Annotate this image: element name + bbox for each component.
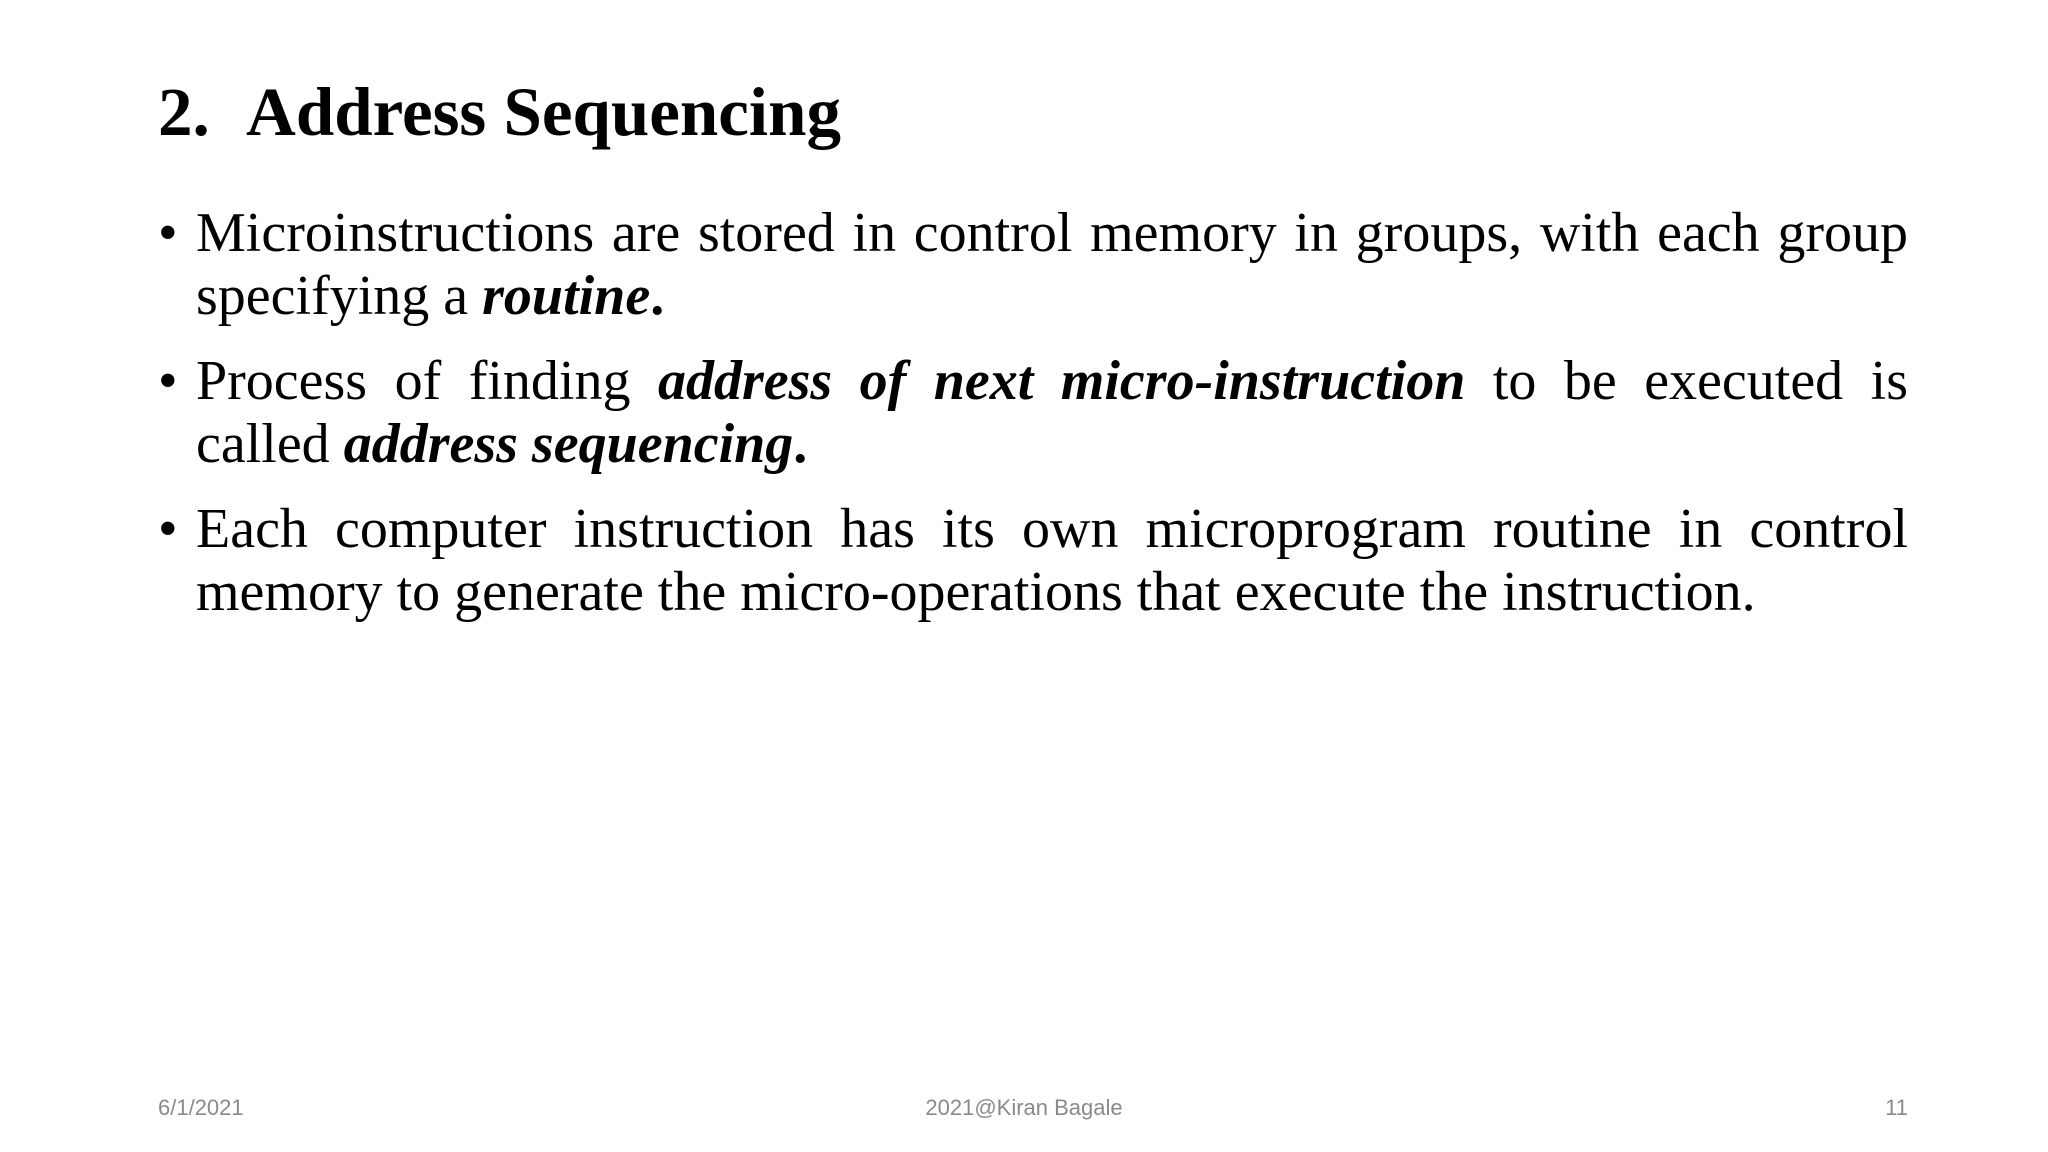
bullet-text: Process of finding xyxy=(196,350,658,412)
bullet-list xyxy=(158,202,1908,646)
title-number: 2. xyxy=(158,74,210,150)
bullet-item-routine xyxy=(158,202,1908,328)
bullet-text: Each computer instruction has its own microprogram routine in control memory to generate the micro-operations that execute the instruction. xyxy=(196,498,1908,623)
title-text: Address Sequencing xyxy=(246,74,841,150)
bullet-period: . xyxy=(793,413,808,475)
emphasis-next-address: address of next micro-instruction xyxy=(657,350,1466,412)
bullet-glyph: • xyxy=(158,498,178,560)
bullet-text: to be executed is called xyxy=(196,350,1908,475)
footer-author: 2021@Kiran Bagale xyxy=(925,1095,1123,1120)
emphasis-routine: routine xyxy=(482,265,651,327)
bullet-glyph: • xyxy=(158,350,178,412)
bullet-item-microprogram xyxy=(158,498,1908,624)
bullet-text: Microinstructions are stored in control memory in groups, with each group specifying a xyxy=(196,202,1908,327)
slide-title xyxy=(158,72,841,152)
footer-page-number: 11 xyxy=(1885,1095,1908,1120)
bullet-period: . xyxy=(650,265,665,327)
footer-date: 6/1/2021 xyxy=(158,1095,244,1120)
bullet-item-address-sequencing xyxy=(158,350,1908,476)
emphasis-address-sequencing: address sequencing xyxy=(343,413,794,475)
bullet-glyph: • xyxy=(158,202,178,264)
